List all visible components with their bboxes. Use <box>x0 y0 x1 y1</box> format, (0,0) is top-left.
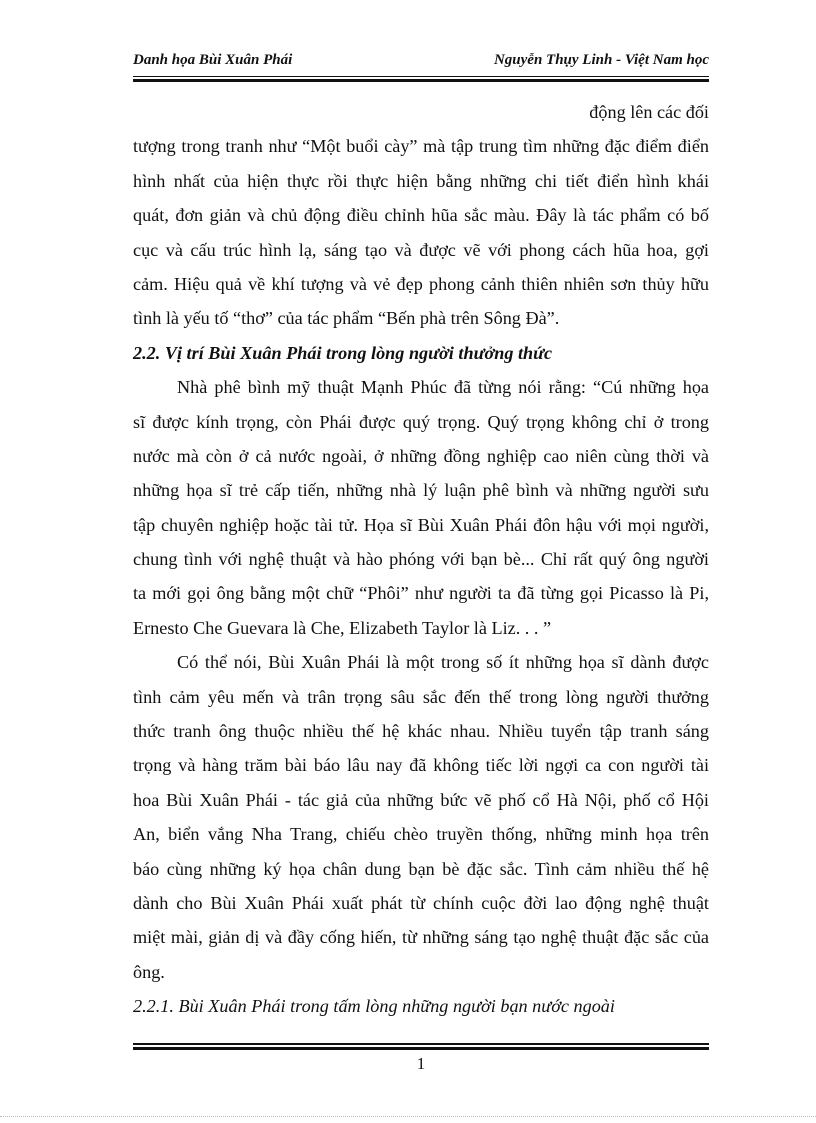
text-line: miệt mài, giản dị và đầy cống hiến, từ những sáng tạo nghệ thuật đặc sắc của <box>133 927 709 948</box>
text-line: Có thể nói, Bùi Xuân Phái là một trong số ít những họa sĩ dành được <box>177 652 709 673</box>
header-rule-thin <box>133 76 709 77</box>
text-line: Nhà phê bình mỹ thuật Mạnh Phúc đã từng nói rằng: “Cú những họa <box>177 377 709 398</box>
text-line: ông. <box>133 961 165 982</box>
text-line: báo cùng những ký họa chân dung bạn bè đặc sắc. Tình cảm nhiều thế hệ <box>133 858 709 879</box>
section-heading: 2.2. Vị trí Bùi Xuân Phái trong lòng người thưởng thức <box>133 342 553 363</box>
header-title: Danh họa Bùi Xuân Phái <box>133 52 293 68</box>
page-number: 1 <box>416 1054 426 1073</box>
text-line: tượng trong tranh như “Một buổi cày” mà tập trung tìm những đặc điểm điển <box>133 136 709 157</box>
text-line: hoa Bùi Xuân Phái - tác giả của những bức vẽ phố cổ Hà Nội, phố cổ Hội <box>133 789 709 810</box>
text-line: hình nhất của hiện thực rồi thực hiện bằng những chi tiết điển hình khái <box>133 170 709 191</box>
body-text <box>133 95 709 1024</box>
text-line: tập chuyên nghiệp hoặc tài tử. Họa sĩ Bùi Xuân Phái đôn hậu với mọi người, <box>133 514 709 535</box>
text-line: dành cho Bùi Xuân Phái xuất phát từ chính cuộc đời lao động nghệ thuật <box>133 892 709 913</box>
text-line: tình là yếu tố “thơ” của tác phẩm “Bến phà trên Sông Đà”. <box>133 308 560 329</box>
text-line: ta mới gọi ông bằng một chữ “Phôi” như người ta đã từng gọi Picasso là Pi, <box>133 583 709 604</box>
page-header <box>133 52 709 74</box>
header-rule-thick <box>133 79 709 82</box>
text-line: An, biển vắng Nha Trang, chiếu chèo truyền thống, những minh họa trên <box>133 824 709 845</box>
subsection-heading: 2.2.1. Bùi Xuân Phái trong tấm lòng những người bạn nước ngoài <box>133 996 615 1017</box>
footer-rule <box>383 1043 709 1045</box>
footer-rule <box>133 1043 383 1045</box>
text-line: trọng và hàng trăm bài báo lâu nay đã không tiếc lời ngợi ca con người tài <box>133 755 709 776</box>
text-line: Ernesto Che Guevara là Che, Elizabeth Taylor là Liz. . . ” <box>133 617 552 638</box>
text-line: tình cảm yêu mến và trân trọng sâu sắc đến thế trong lòng người thưởng <box>133 686 709 707</box>
text-line: nước mà còn ở cả nước ngoài, ở những đồng nghiệp cao niên cùng thời và <box>133 445 709 466</box>
text-line: quát, đơn giản và chủ động điều chỉnh hũa sắc màu. Đây là tác phẩm có bố <box>133 205 709 226</box>
text-line: chung tình với nghệ thuật và hào phóng với bạn bè... Chỉ rất quý ông người <box>133 549 709 570</box>
text-line: cảm. Hiệu quả về khí tượng và vẻ đẹp phong cảnh thiên nhiên sơn thủy hữu <box>133 273 709 294</box>
header-author: Nguyễn Thụy Linh - Việt Nam học <box>493 52 709 68</box>
footer-rule-thick <box>133 1047 709 1050</box>
text-line: cục và cấu trúc hình lạ, sáng tạo và được vẽ với phong cách hũa hoa, gợi <box>133 239 709 260</box>
text-line: thức tranh ông thuộc nhiều thế hệ khác nhau. Nhiều tuyển tập tranh sáng <box>133 721 709 742</box>
page-boundary <box>0 1116 816 1117</box>
text-line: sĩ được kính trọng, còn Phái được quý trọng. Quý trọng không chỉ ở trong <box>133 411 709 432</box>
text-line: những họa sĩ trẻ cấp tiến, những nhà lý luận phê bình và những người sưu <box>133 480 709 501</box>
text-line: động lên các đối <box>589 102 709 122</box>
